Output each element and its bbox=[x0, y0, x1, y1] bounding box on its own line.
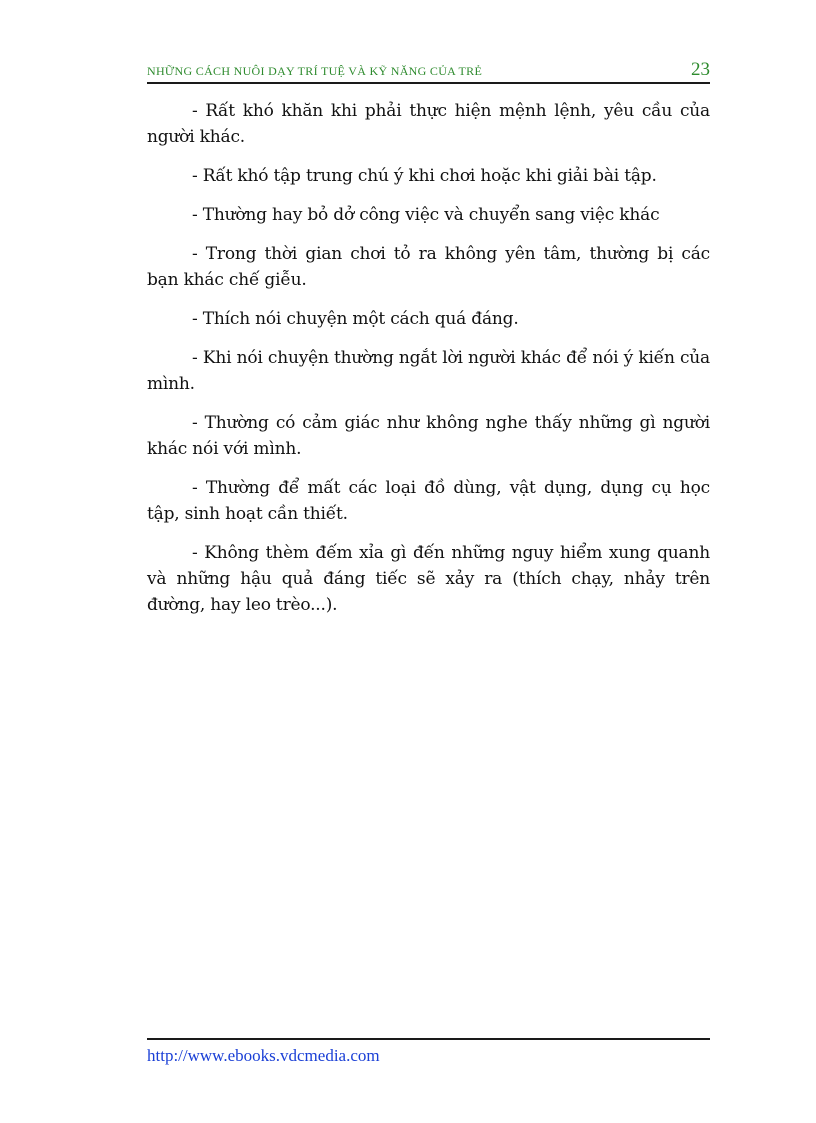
paragraph: - Rất khó khăn khi phải thực hiện mệnh lệnh, yêu cầu của người khác. bbox=[147, 101, 710, 147]
paragraph: - Rất khó tập trung chú ý khi chơi hoặc khi giải bài tập. bbox=[192, 166, 657, 186]
page-body bbox=[147, 98, 710, 631]
paragraph: - Thường có cảm giác như không nghe thấy những gì người khác nói với mình. bbox=[147, 413, 710, 459]
ebook-website-link[interactable]: http://www.ebooks.vdcmedia.com bbox=[147, 1046, 380, 1065]
page-number: 23 bbox=[691, 59, 710, 80]
paragraph: - Thường hay bỏ dở công việc và chuyển sang việc khác bbox=[192, 205, 660, 225]
page-footer bbox=[147, 1038, 710, 1066]
paragraph: - Trong thời gian chơi tỏ ra không yên tâm, thường bị các bạn khác chế giễu. bbox=[147, 244, 710, 290]
paragraph: - Thường để mất các loại đồ dùng, vật dụng, dụng cụ học tập, sinh hoạt cần thiết. bbox=[147, 478, 710, 524]
page-header bbox=[147, 58, 710, 84]
running-title: NHỮNG CÁCH NUÔI DẠY TRÍ TUỆ VÀ KỸ NĂNG CỦA TRẺ bbox=[147, 64, 483, 78]
paragraph: - Không thèm đếm xỉa gì đến những nguy hiểm xung quanh và những hậu quả đáng tiếc sẽ xảy ra (thích chạy, nhảy trên đường, hay leo trèo...). bbox=[147, 543, 710, 615]
paragraph: - Thích nói chuyện một cách quá đáng. bbox=[192, 309, 519, 329]
paragraph: - Khi nói chuyện thường ngắt lời người khác để nói ý kiến của mình. bbox=[147, 348, 710, 394]
